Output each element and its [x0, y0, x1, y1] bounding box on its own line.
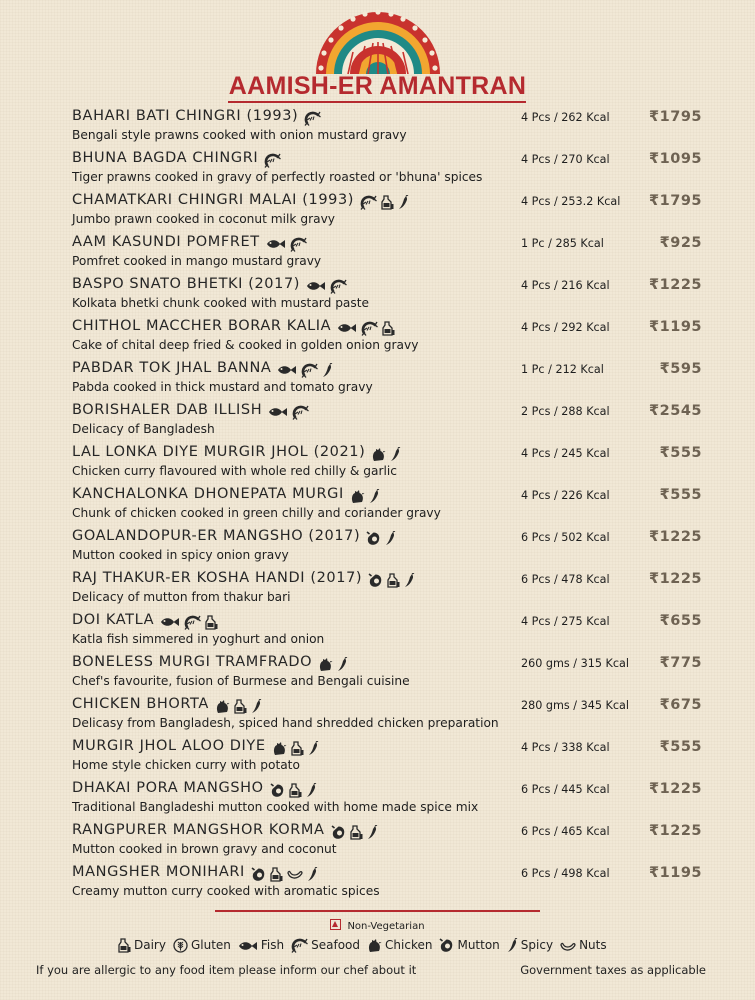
- item-name-text: CHICKEN BHORTA: [72, 696, 209, 712]
- item-portion: 4 Pcs / 270 Kcal: [521, 153, 610, 166]
- item-name: [72, 192, 413, 210]
- item-description: Kolkata bhetki chunk cooked with mustard paste: [72, 296, 370, 310]
- alpana-emblem-icon: [313, 6, 443, 74]
- item-icons: [337, 320, 399, 336]
- item-name-text: BHUNA BAGDA CHINGRI: [72, 150, 259, 166]
- item-portion: 4 Pcs / 245 Kcal: [521, 447, 610, 460]
- menu-item: [0, 316, 755, 358]
- mutton-icon: [251, 866, 270, 882]
- item-price: ₹1795: [649, 109, 702, 125]
- legend-fish: [238, 938, 284, 952]
- item-portion: 4 Pcs / 275 Kcal: [521, 615, 610, 628]
- non-veg-label: Non-Vegetarian: [347, 921, 425, 932]
- legend-chicken: [367, 938, 432, 953]
- seafood-icon: [184, 614, 205, 630]
- dairy-icon: [270, 866, 287, 882]
- dairy-icon: [234, 698, 251, 714]
- item-price: ₹1195: [649, 319, 702, 335]
- item-icons: [268, 404, 313, 420]
- chicken-icon: [367, 938, 385, 952]
- legend-label: Gluten: [190, 938, 231, 952]
- legend-label: Spicy: [520, 938, 554, 952]
- item-icons: [366, 530, 400, 546]
- item-portion: 4 Pcs / 338 Kcal: [521, 741, 610, 754]
- item-name-text: LAL LONKA DIYE MURGIR JHOL (2021): [72, 444, 366, 460]
- item-description: Traditional Bangladeshi mutton cooked with home made spice mix: [72, 800, 479, 814]
- menu-list: [0, 106, 755, 904]
- allergy-note: If you are allergic to any food item please inform our chef about it: [36, 963, 417, 977]
- item-portion: 4 Pcs / 262 Kcal: [521, 111, 610, 124]
- item-description: Chunk of chicken cooked in green chilly and coriander gravy: [72, 506, 441, 520]
- item-portion: 6 Pcs / 445 Kcal: [521, 783, 610, 796]
- item-description: Delicasy from Bangladesh, spiced hand shredded chicken preparation: [72, 716, 499, 730]
- item-description: Tiger prawns cooked in gravy of perfectly roasted or 'bhuna' spices: [72, 170, 483, 184]
- menu-item: [0, 274, 755, 316]
- dairy-icon: [381, 194, 398, 210]
- menu-item: [0, 400, 755, 442]
- spicy-icon: [367, 824, 382, 840]
- menu-item: [0, 652, 755, 694]
- item-description: Pomfret cooked in mango mustard gravy: [72, 254, 322, 268]
- item-price: ₹555: [659, 739, 702, 755]
- item-portion: 6 Pcs / 502 Kcal: [521, 531, 610, 544]
- spicy-icon: [322, 362, 337, 378]
- item-name-text: RAJ THAKUR-ER KOSHA HANDI (2017): [72, 570, 363, 586]
- item-price: ₹1225: [649, 781, 702, 797]
- item-icons: [350, 488, 384, 504]
- item-description: Chef's favourite, fusion of Burmese and Bengali cuisine: [72, 674, 410, 688]
- item-name: [72, 318, 399, 336]
- item-icons: [160, 614, 222, 630]
- item-name: [72, 276, 351, 294]
- fish-icon: [266, 236, 290, 252]
- item-portion: 6 Pcs / 498 Kcal: [521, 867, 610, 880]
- item-price: ₹925: [659, 235, 702, 251]
- item-description: Pabda cooked in thick mustard and tomato gravy: [72, 380, 373, 394]
- menu-header: [0, 0, 755, 105]
- fish-icon: [160, 614, 184, 630]
- item-portion: 4 Pcs / 292 Kcal: [521, 321, 610, 334]
- page-title: AAMISH-ER AMANTRAN: [228, 72, 527, 100]
- chicken-icon: [371, 446, 390, 462]
- item-icons: [331, 824, 382, 840]
- menu-item: [0, 568, 755, 610]
- legend-gluten: [173, 938, 231, 953]
- item-name-text: GOALANDOPUR-ER MANGSHO (2017): [72, 528, 361, 544]
- item-name: [72, 654, 352, 672]
- seafood-icon: [292, 404, 313, 420]
- item-description: Katla fish simmered in yoghurt and onion: [72, 632, 325, 646]
- dairy-icon: [350, 824, 367, 840]
- item-icons: [304, 110, 325, 126]
- seafood-icon: [330, 278, 351, 294]
- item-price: ₹775: [659, 655, 702, 671]
- item-portion: 4 Pcs / 226 Kcal: [521, 489, 610, 502]
- menu-item: [0, 862, 755, 904]
- item-name-text: BASPO SNATO BHETKI (2017): [72, 276, 301, 292]
- item-description: Mutton cooked in brown gravy and coconut: [72, 842, 337, 856]
- item-name: [72, 738, 323, 756]
- item-price: ₹1095: [649, 151, 702, 167]
- item-icons: [272, 740, 323, 756]
- fish-icon: [238, 938, 261, 952]
- item-description: Jumbo prawn cooked in coconut milk gravy: [72, 212, 336, 226]
- legend-label: Seafood: [311, 938, 361, 952]
- mutton-icon: [331, 824, 350, 840]
- item-name-text: MURGIR JHOL ALOO DIYE: [72, 738, 266, 754]
- item-icons: [277, 362, 337, 378]
- item-name: [72, 864, 322, 882]
- dairy-icon: [118, 938, 134, 952]
- item-name: [72, 780, 321, 798]
- seafood-icon: [290, 236, 311, 252]
- legend-nuts: [560, 938, 607, 952]
- menu-item: [0, 358, 755, 400]
- item-name-text: PABDAR TOK JHAL BANNA: [72, 360, 272, 376]
- item-name: [72, 402, 313, 420]
- seafood-icon: [361, 320, 382, 336]
- menu-item: [0, 148, 755, 190]
- item-description: Bengali style prawns cooked with onion mustard gravy: [72, 128, 407, 142]
- item-icons: [368, 572, 419, 588]
- legend-dairy: [118, 938, 166, 953]
- legend-label: Nuts: [579, 938, 607, 952]
- item-name: [72, 444, 405, 462]
- menu-footer: [0, 910, 755, 1000]
- item-icons: [266, 236, 311, 252]
- item-description: Home style chicken curry with potato: [72, 758, 300, 772]
- item-name-text: BAHARI BATI CHINGRI (1993): [72, 108, 299, 124]
- item-price: ₹595: [659, 361, 702, 377]
- chicken-icon: [350, 488, 369, 504]
- item-portion: 6 Pcs / 465 Kcal: [521, 825, 610, 838]
- seafood-icon: [264, 152, 285, 168]
- dairy-icon: [205, 614, 222, 630]
- item-icons: [306, 278, 351, 294]
- seafood-icon: [291, 938, 311, 952]
- menu-item: [0, 694, 755, 736]
- mutton-icon: [439, 938, 457, 952]
- item-name: [72, 528, 400, 546]
- chicken-icon: [215, 698, 234, 714]
- item-name: [72, 150, 285, 168]
- item-portion: 6 Pcs / 478 Kcal: [521, 573, 610, 586]
- spicy-icon: [369, 488, 384, 504]
- item-description: Mutton cooked in spicy onion gravy: [72, 548, 289, 562]
- spicy-icon: [507, 938, 521, 952]
- item-portion: 4 Pcs / 216 Kcal: [521, 279, 610, 292]
- menu-item: [0, 442, 755, 484]
- item-price: ₹555: [659, 445, 702, 461]
- seafood-icon: [360, 194, 381, 210]
- item-icons: [318, 656, 352, 672]
- menu-item: [0, 526, 755, 568]
- item-portion: 260 gms / 315 Kcal: [521, 657, 629, 670]
- legend-spicy: [507, 938, 553, 953]
- fish-icon: [277, 362, 301, 378]
- spicy-icon: [385, 530, 400, 546]
- icon-legend: [118, 938, 614, 953]
- seafood-icon: [301, 362, 322, 378]
- spicy-icon: [404, 572, 419, 588]
- item-name: [72, 108, 325, 126]
- item-portion: 2 Pcs / 288 Kcal: [521, 405, 610, 418]
- menu-item: [0, 820, 755, 862]
- spicy-icon: [251, 698, 266, 714]
- item-name-text: MANGSHER MONIHARI: [72, 864, 245, 880]
- item-price: ₹1195: [649, 865, 702, 881]
- item-portion: 280 gms / 345 Kcal: [521, 699, 629, 712]
- non-veg-note: [0, 919, 755, 932]
- legend-seafood: [291, 938, 360, 953]
- item-name: [72, 570, 419, 588]
- menu-item: [0, 778, 755, 820]
- item-name-text: CHITHOL MACCHER BORAR KALIA: [72, 318, 332, 334]
- legend-label: Fish: [260, 938, 285, 952]
- spicy-icon: [308, 740, 323, 756]
- item-name-text: BONELESS MURGI TRAMFRADO: [72, 654, 313, 670]
- item-icons: [270, 782, 321, 798]
- menu-item: [0, 484, 755, 526]
- item-name-text: CHAMATKARI CHINGRI MALAI (1993): [72, 192, 355, 208]
- item-price: ₹2545: [649, 403, 702, 419]
- item-portion: 4 Pcs / 253.2 Kcal: [521, 195, 621, 208]
- item-price: ₹655: [659, 613, 702, 629]
- item-price: ₹1225: [649, 529, 702, 545]
- spicy-icon: [306, 782, 321, 798]
- fish-icon: [268, 404, 292, 420]
- item-portion: 1 Pc / 285 Kcal: [521, 237, 604, 250]
- nuts-icon: [560, 938, 579, 952]
- spicy-icon: [398, 194, 413, 210]
- menu-item: [0, 232, 755, 274]
- chicken-icon: [272, 740, 291, 756]
- menu-item: [0, 106, 755, 148]
- mutton-icon: [368, 572, 387, 588]
- item-name-text: DHAKAI PORA MANGSHO: [72, 780, 264, 796]
- item-name-text: KANCHALONKA DHONEPATA MURGI: [72, 486, 344, 502]
- item-price: ₹675: [659, 697, 702, 713]
- item-name: [72, 822, 382, 840]
- legend-label: Dairy: [134, 938, 166, 952]
- dairy-icon: [289, 782, 306, 798]
- item-name-text: BORISHALER DAB ILLISH: [72, 402, 263, 418]
- item-description: Cake of chital deep fried & cooked in golden onion gravy: [72, 338, 419, 352]
- item-name: [72, 360, 337, 378]
- item-icons: [264, 152, 285, 168]
- item-price: ₹1795: [649, 193, 702, 209]
- item-name: [72, 234, 311, 252]
- dairy-icon: [382, 320, 399, 336]
- item-name-text: AAM KASUNDI POMFRET: [72, 234, 260, 250]
- menu-item: [0, 736, 755, 778]
- item-description: Chicken curry flavoured with whole red chilly & garlic: [72, 464, 397, 478]
- item-icons: [215, 698, 266, 714]
- item-name: [72, 696, 266, 714]
- item-name-text: DOI KATLA: [72, 612, 155, 628]
- item-icons: [251, 866, 322, 882]
- dairy-icon: [291, 740, 308, 756]
- item-name-text: RANGPURER MANGSHOR KORMA: [72, 822, 325, 838]
- mutton-icon: [270, 782, 289, 798]
- menu-item: [0, 190, 755, 232]
- item-description: Delicacy of mutton from thakur bari: [72, 590, 291, 604]
- legend-mutton: [439, 938, 499, 953]
- fish-icon: [306, 278, 330, 294]
- taxes-note: Government taxes as applicable: [520, 963, 706, 977]
- title-divider: [228, 101, 526, 103]
- seafood-icon: [304, 110, 325, 126]
- item-portion: 1 Pc / 212 Kcal: [521, 363, 604, 376]
- spicy-icon: [390, 446, 405, 462]
- footer-divider: [215, 910, 540, 912]
- item-price: ₹1225: [649, 823, 702, 839]
- legend-label: Chicken: [385, 938, 433, 952]
- item-icons: [371, 446, 405, 462]
- fish-icon: [337, 320, 361, 336]
- legend-label: Mutton: [457, 938, 500, 952]
- item-price: ₹1225: [649, 571, 702, 587]
- spicy-icon: [307, 866, 322, 882]
- item-name: [72, 486, 384, 504]
- chicken-icon: [318, 656, 337, 672]
- item-description: Delicacy of Bangladesh: [72, 422, 215, 436]
- non-veg-icon: [330, 919, 341, 930]
- mutton-icon: [366, 530, 385, 546]
- menu-item: [0, 610, 755, 652]
- item-description: Creamy mutton curry cooked with aromatic spices: [72, 884, 380, 898]
- item-name: [72, 612, 222, 630]
- dairy-icon: [387, 572, 404, 588]
- item-price: ₹1225: [649, 277, 702, 293]
- spicy-icon: [337, 656, 352, 672]
- gluten-icon: [173, 938, 191, 952]
- item-icons: [360, 194, 413, 210]
- item-price: ₹555: [659, 487, 702, 503]
- nuts-icon: [287, 866, 307, 882]
